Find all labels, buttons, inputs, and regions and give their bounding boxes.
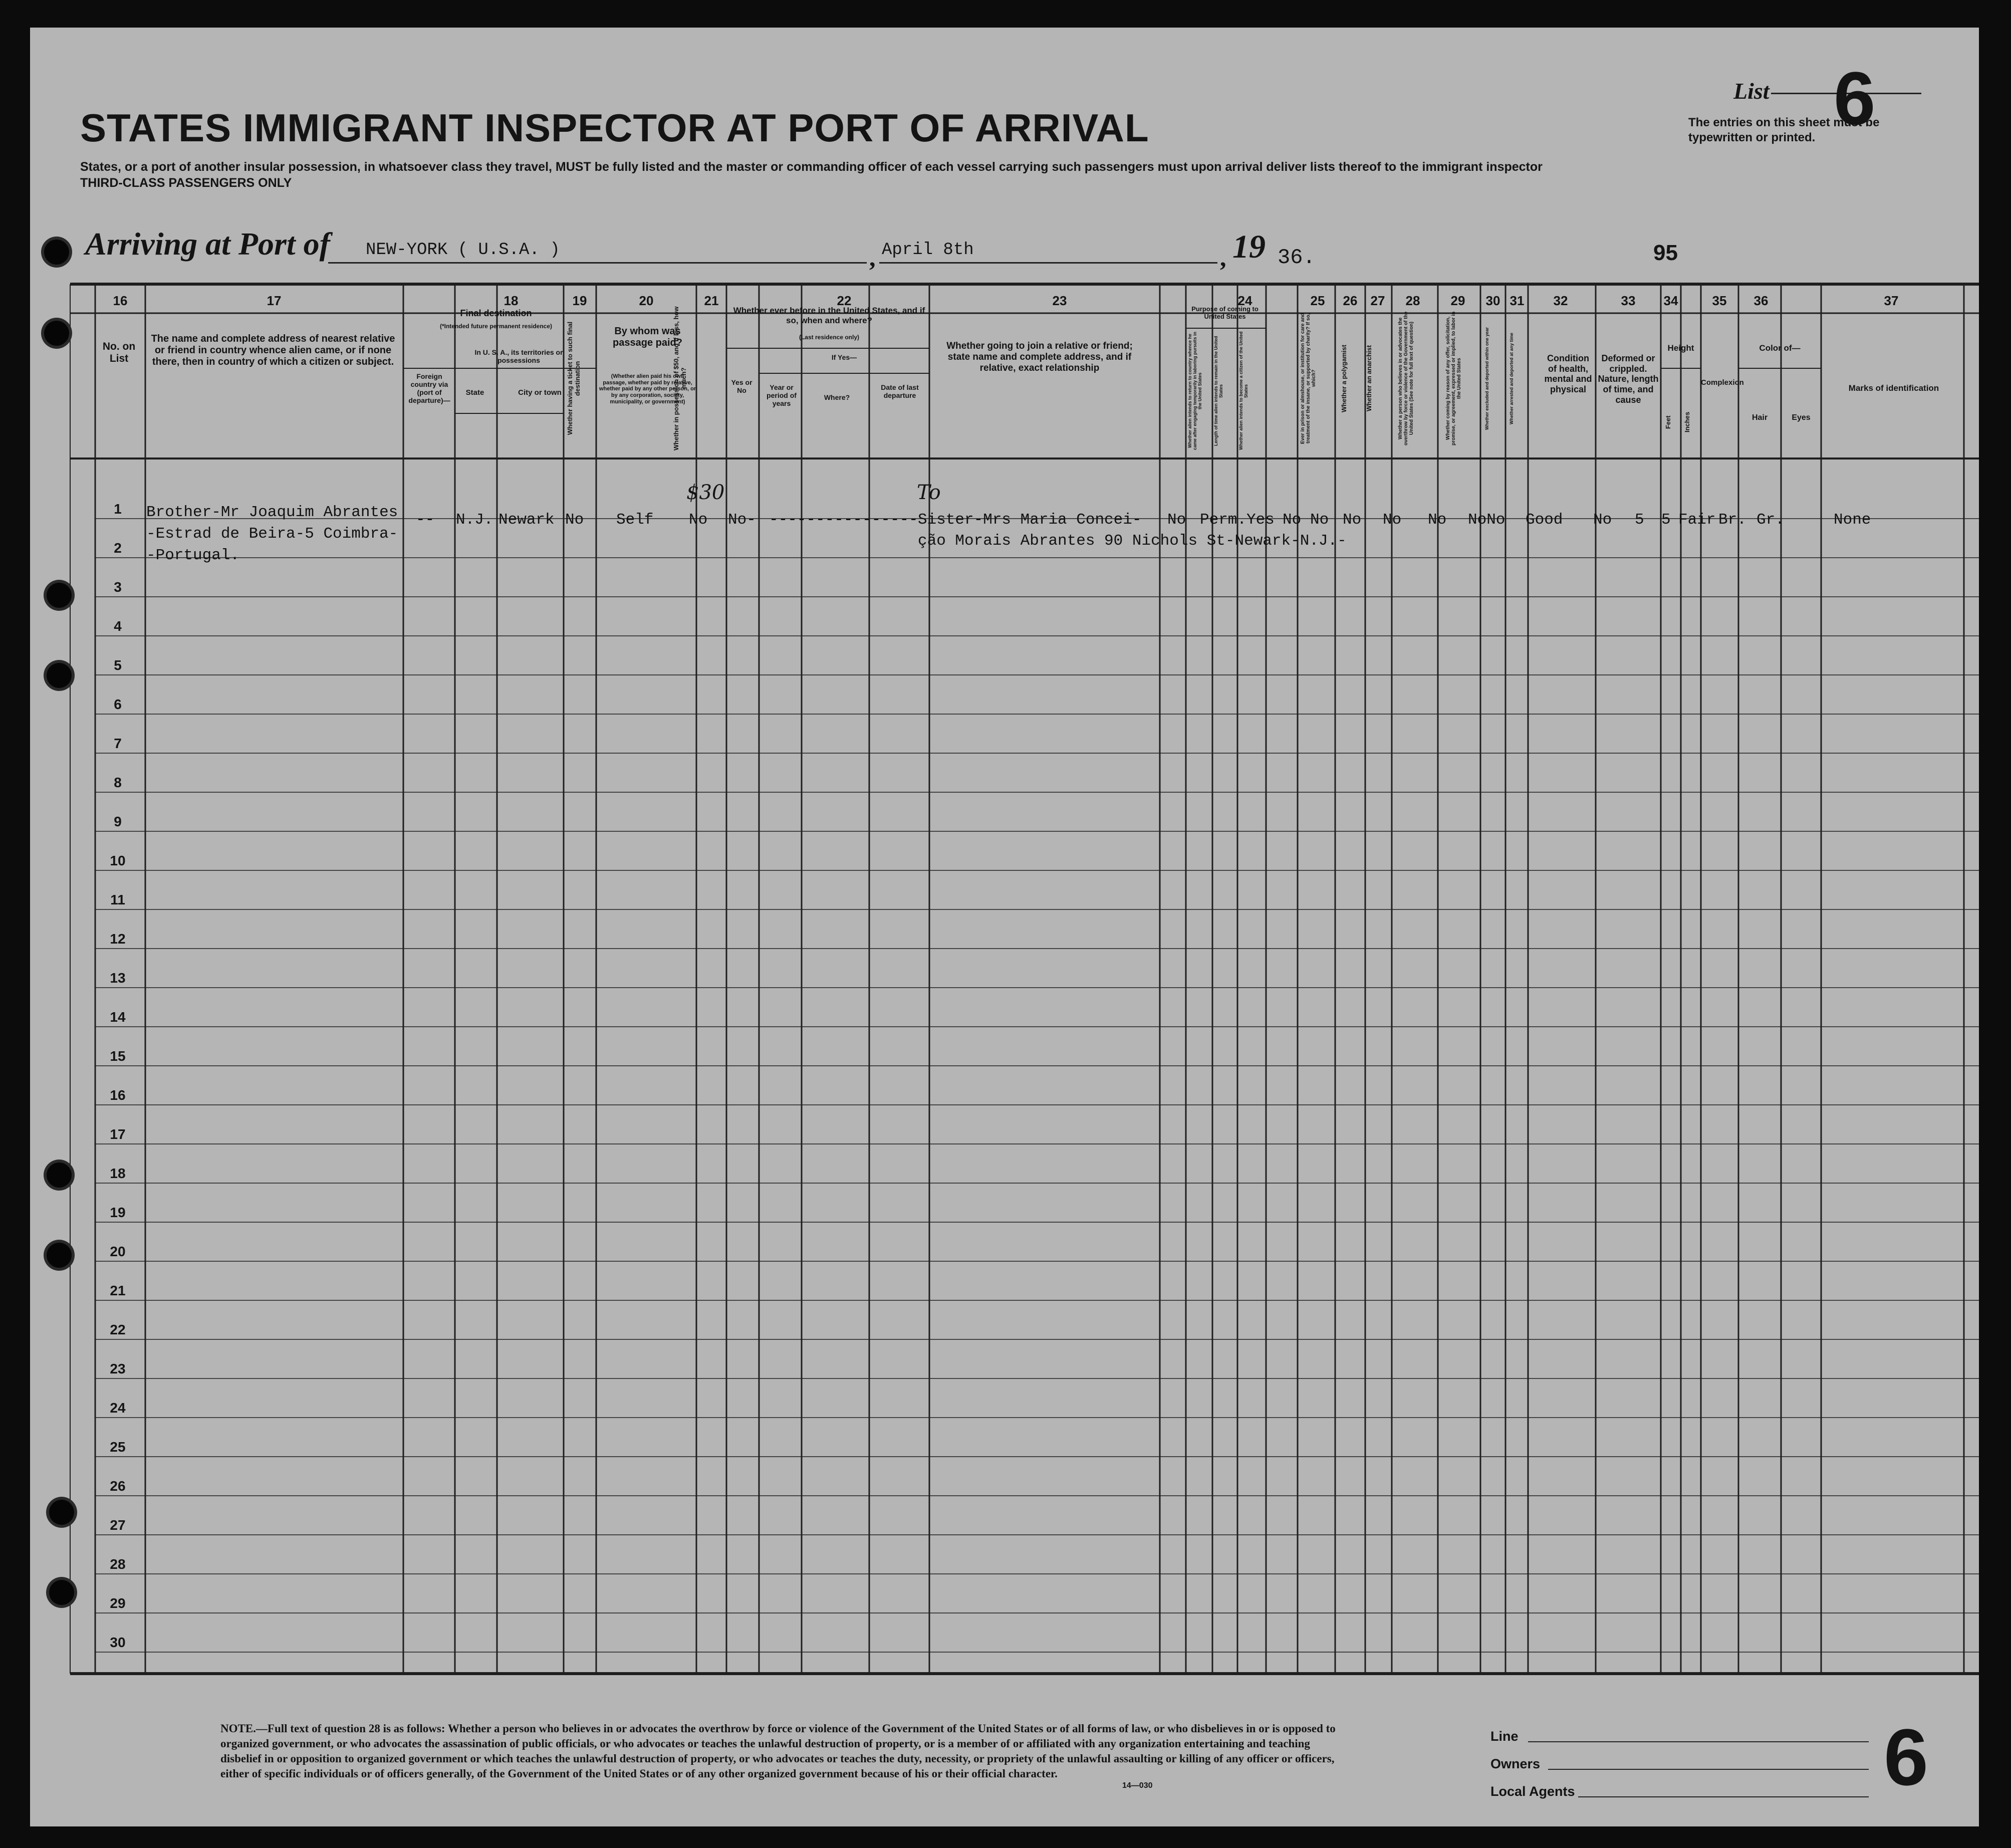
anarchist-value: No: [1343, 511, 1362, 529]
header-deformed: Deformed or crippled. Nature, length of time, and cause: [1598, 353, 1659, 405]
column-number: 37: [1884, 293, 1899, 308]
column-number: 22: [837, 293, 852, 308]
header-anarchist: Whether an anarchist: [1365, 345, 1373, 412]
row-number: 15: [110, 1048, 126, 1064]
row-number: 21: [110, 1283, 126, 1298]
header-date-last-departure: Date of last departure: [881, 383, 919, 400]
row-number: 5: [114, 657, 122, 673]
column-number: 36: [1753, 293, 1769, 308]
polygamist-value: No: [1310, 511, 1329, 529]
column-number: 21: [704, 293, 719, 308]
header-where: Where?: [824, 393, 850, 401]
joining-line-2: ção Morais Abrantes 90 Nichols St-Newark-N.J.-: [918, 532, 1347, 550]
condition-value: Good: [1526, 511, 1563, 529]
header-marks: Marks of identification: [1848, 383, 1939, 393]
header-inches: Inches: [1683, 411, 1691, 433]
marks-value: None: [1834, 511, 1871, 529]
owners-underline: [1548, 1769, 1869, 1770]
inches-value: 5: [1661, 511, 1671, 529]
state-value: N.J.: [456, 511, 493, 529]
punch-hole: [44, 321, 69, 346]
column-number: 16: [113, 293, 128, 308]
purpose-length-value: Perm.: [1200, 511, 1247, 529]
column-number: 17: [267, 293, 282, 308]
foreign-country-value: --: [416, 511, 435, 529]
row-number: 19: [110, 1205, 126, 1220]
row-number: 4: [114, 618, 122, 634]
punch-hole: [49, 1500, 74, 1525]
header-complexion: Complexion: [1701, 378, 1744, 387]
header-feet: Feet: [1664, 415, 1672, 429]
row-number: 22: [110, 1322, 126, 1337]
column-number: 23: [1052, 293, 1067, 308]
form-code: 14—030: [1122, 1781, 1153, 1790]
header-before-in-us: Whether ever before in the United States, and if so, when and where?: [733, 306, 925, 325]
row-number: 28: [110, 1556, 126, 1572]
punch-hole: [49, 1580, 74, 1605]
header-if-yes: If Yes—: [831, 353, 857, 361]
header-q29: Whether coming by reason of any offer, solicitation, promise, or agreement, expressed or implied, to labor in the United States: [1445, 311, 1462, 445]
column-number: 28: [1405, 293, 1420, 308]
line-label: Line: [1490, 1729, 1519, 1744]
punch-hole: [44, 240, 69, 265]
relative-line-1: Brother-Mr Joaquim Abrantes: [146, 504, 398, 521]
punch-hole: [47, 583, 72, 608]
header-purpose-length: Length of time alien intends to remain in the United States: [1213, 336, 1223, 446]
header-final-destination: Final destination: [460, 308, 532, 318]
row-number: 9: [114, 814, 122, 829]
row-number: 29: [110, 1595, 126, 1611]
column-number: 29: [1450, 293, 1465, 308]
row-number: 13: [110, 970, 126, 986]
column-number: 26: [1343, 293, 1358, 308]
header-prison: Ever in prison or almshouse, or institution for care and treatment of the insane, or supported by charity? If so, which?: [1300, 313, 1317, 444]
manifest-sheet: [30, 28, 1979, 1826]
before-yes-no-value: No-: [728, 511, 756, 529]
row-number: 23: [110, 1361, 126, 1376]
header-q30: Whether excluded and deported within one year: [1484, 327, 1489, 430]
header-hair: Hair: [1751, 413, 1768, 422]
header-no-on-list: No. on List: [102, 341, 136, 365]
money-value: No: [689, 511, 708, 529]
hair-value: Br.: [1718, 511, 1746, 529]
header-ticket: Whether having a ticket to such final destination: [566, 321, 581, 435]
row-number: 8: [114, 775, 122, 790]
joining-handwritten: To: [917, 481, 941, 504]
row-number: 30: [110, 1635, 126, 1650]
row-number: 14: [110, 1009, 126, 1025]
q30-q31-value: NoNo: [1468, 511, 1505, 529]
footer-page-number: 6: [1884, 1712, 1928, 1802]
row-number: 26: [110, 1478, 126, 1494]
header-purpose: Purpose of coming to United States: [1191, 305, 1259, 320]
ticket-value: No: [565, 511, 584, 529]
header-city: City or town: [518, 388, 562, 397]
column-number: 35: [1712, 293, 1727, 308]
list-note: The entries on this sheet must be typewritten or printed.: [1688, 116, 1880, 144]
column-number: 31: [1510, 293, 1525, 308]
row-number: 1: [114, 501, 122, 517]
feet-value: 5: [1635, 511, 1644, 529]
date-underline: [879, 262, 1217, 264]
q28-value: No: [1383, 511, 1402, 529]
port-underline: [328, 262, 867, 264]
header-eyes: Eyes: [1792, 413, 1811, 422]
relative-line-3: -Portugal.: [146, 547, 240, 564]
list-label: List: [1733, 78, 1770, 104]
column-number: 24: [1237, 293, 1252, 308]
header-in-usa: In U. S. A., its territories or possessions: [474, 348, 563, 365]
relative-line-2: -Estrad de Beira-5 Coimbra-: [146, 525, 398, 543]
column-number: 33: [1621, 293, 1636, 308]
year-suffix: 36.: [1278, 246, 1316, 270]
header-q28: Whether a person who believes in or advocates the overthrow by force or violence of the Government of the United States (See note for full text of question): [1398, 311, 1414, 445]
punch-hole: [47, 1243, 72, 1268]
comma-separator: ,: [1220, 244, 1226, 272]
complexion-value: Fair: [1678, 511, 1716, 529]
column-number: 19: [572, 293, 587, 308]
punch-hole: [47, 1163, 72, 1188]
port-of-arrival-value: NEW-YORK ( U.S.A. ): [366, 241, 560, 260]
header-last-residence: (Last residence only): [799, 334, 860, 341]
row-number: 7: [114, 736, 122, 751]
column-number: 18: [504, 293, 519, 308]
punch-hole: [47, 663, 72, 688]
header-foreign-country: Foreign country via (port of departure)—: [408, 372, 450, 405]
table-grid: [30, 28, 1979, 1826]
joining-line-1: Sister-Mrs Maria Concei-: [918, 511, 1142, 529]
page-title: STATES IMMIGRANT INSPECTOR AT PORT OF ARRIVAL: [80, 106, 1149, 150]
header-yes-or-no: Yes or No: [731, 378, 752, 395]
header-purpose-citizen: Whether alien intends to become a citizen of the United States: [1238, 331, 1248, 450]
header-passage-paid: By whom was passage paid?: [613, 326, 682, 348]
column-number: 30: [1485, 293, 1500, 308]
row-number: 24: [110, 1400, 126, 1416]
header-year-or-period: Year or period of years: [767, 383, 797, 408]
row-number: 2: [114, 540, 122, 556]
header-money: Whether in possession of $50, and if less, how much?: [672, 306, 687, 450]
instructions-line: States, or a port of another insular possession, in whatsoever class they travel, MUST be fully listed and the master or commanding officer of each vessel carrying such passengers must upon arrival deliver lists thereof to the immigrant inspector: [80, 160, 1543, 174]
row-number: 25: [110, 1439, 126, 1455]
row-number: 10: [110, 853, 126, 868]
list-number: 6: [1834, 56, 1876, 140]
port-of-arrival-label: Arriving at Port of: [85, 226, 330, 262]
row-number: 16: [110, 1087, 126, 1103]
column-number: 32: [1553, 293, 1568, 308]
comma-separator: ,: [869, 244, 876, 272]
page-number: 95: [1653, 241, 1678, 265]
row-number: 20: [110, 1244, 126, 1259]
eyes-value: Gr.: [1756, 511, 1785, 529]
arrival-date-value: April 8th: [882, 241, 974, 260]
line-underline: [1528, 1741, 1869, 1742]
agents-underline: [1578, 1796, 1869, 1797]
year-prefix: 19: [1232, 228, 1266, 265]
column-number: 27: [1370, 293, 1385, 308]
column-number: 34: [1663, 293, 1678, 308]
header-height: Height: [1667, 343, 1694, 353]
prison-value: No: [1283, 511, 1302, 529]
purpose-return-value: No: [1167, 511, 1186, 529]
row-number: 12: [110, 931, 126, 947]
row-number: 18: [110, 1166, 126, 1181]
header-purpose-return: Whether alien intends to return to country whence he came after engaging temporarily in laboring pursuits in the United States: [1187, 331, 1202, 450]
deformed-value: No: [1593, 511, 1612, 529]
column-number: 20: [639, 293, 654, 308]
header-joining-relative: Whether going to join a relative or friend; state name and complete address, and if relative, exact relationship: [946, 341, 1133, 373]
q29-value: No: [1428, 511, 1447, 529]
header-final-destination-note: (*Intended future permanent residence): [439, 323, 553, 330]
row-number: 27: [110, 1517, 126, 1533]
passage-paid-value: Self: [616, 511, 654, 529]
header-condition: Condition of health, mental and physical: [1544, 353, 1592, 395]
row-number: 17: [110, 1126, 126, 1142]
purpose-citizen-value: Yes: [1246, 511, 1275, 529]
owners-label: Owners: [1490, 1756, 1541, 1771]
header-polygamist: Whether a polygamist: [1340, 344, 1348, 412]
city-value: Newark: [498, 511, 555, 529]
header-q31: Whether arrested and deported at any time: [1509, 332, 1514, 424]
money-handwritten: $30: [686, 481, 725, 504]
row-number: 3: [114, 579, 122, 595]
column-number: 25: [1310, 293, 1325, 308]
local-agents-label: Local Agents: [1490, 1784, 1575, 1799]
header-state: State: [465, 388, 484, 397]
passenger-class-label: THIRD-CLASS PASSENGERS ONLY: [80, 176, 292, 190]
header-passage-note: (Whether alien paid his own passage, whether paid by relative, whether paid by any other person, or by any corporation, society, municipality, or government): [599, 373, 696, 405]
instructions-text: [80, 159, 1633, 191]
header-color-of: Color of—: [1759, 343, 1801, 353]
header-nearest-relative: The name and complete address of nearest relative or friend in country whence alien came, or if none there, then in country of which a citizen or subject.: [151, 333, 395, 367]
row-number: 6: [114, 697, 122, 712]
row-number: 11: [110, 892, 125, 907]
footnote-q28: NOTE.—Full text of question 28 is as follows: Whether a person who believes in or advocates the overthrow by force or violence of the Government of the United States or of all forms of law, or who disbelieves in or is opposed to organized government, or who advocates the assassination of public officials, or who advocates or teaches the unlawful destruction of property, or is a member of or affiliated with any organization entertaining and teaching disbelief in or opposition to organized government or which teaches the unlawful destruction of property, or who advocates or teaches the duty, necessity, or propriety of the unlawful assaulting or killing of any officer or officers, either of specific individuals or of officers generally, of the Government of the United States or of any other organized government because of his or their official character.: [220, 1722, 1336, 1780]
before-dashes: ----------------: [769, 511, 918, 529]
